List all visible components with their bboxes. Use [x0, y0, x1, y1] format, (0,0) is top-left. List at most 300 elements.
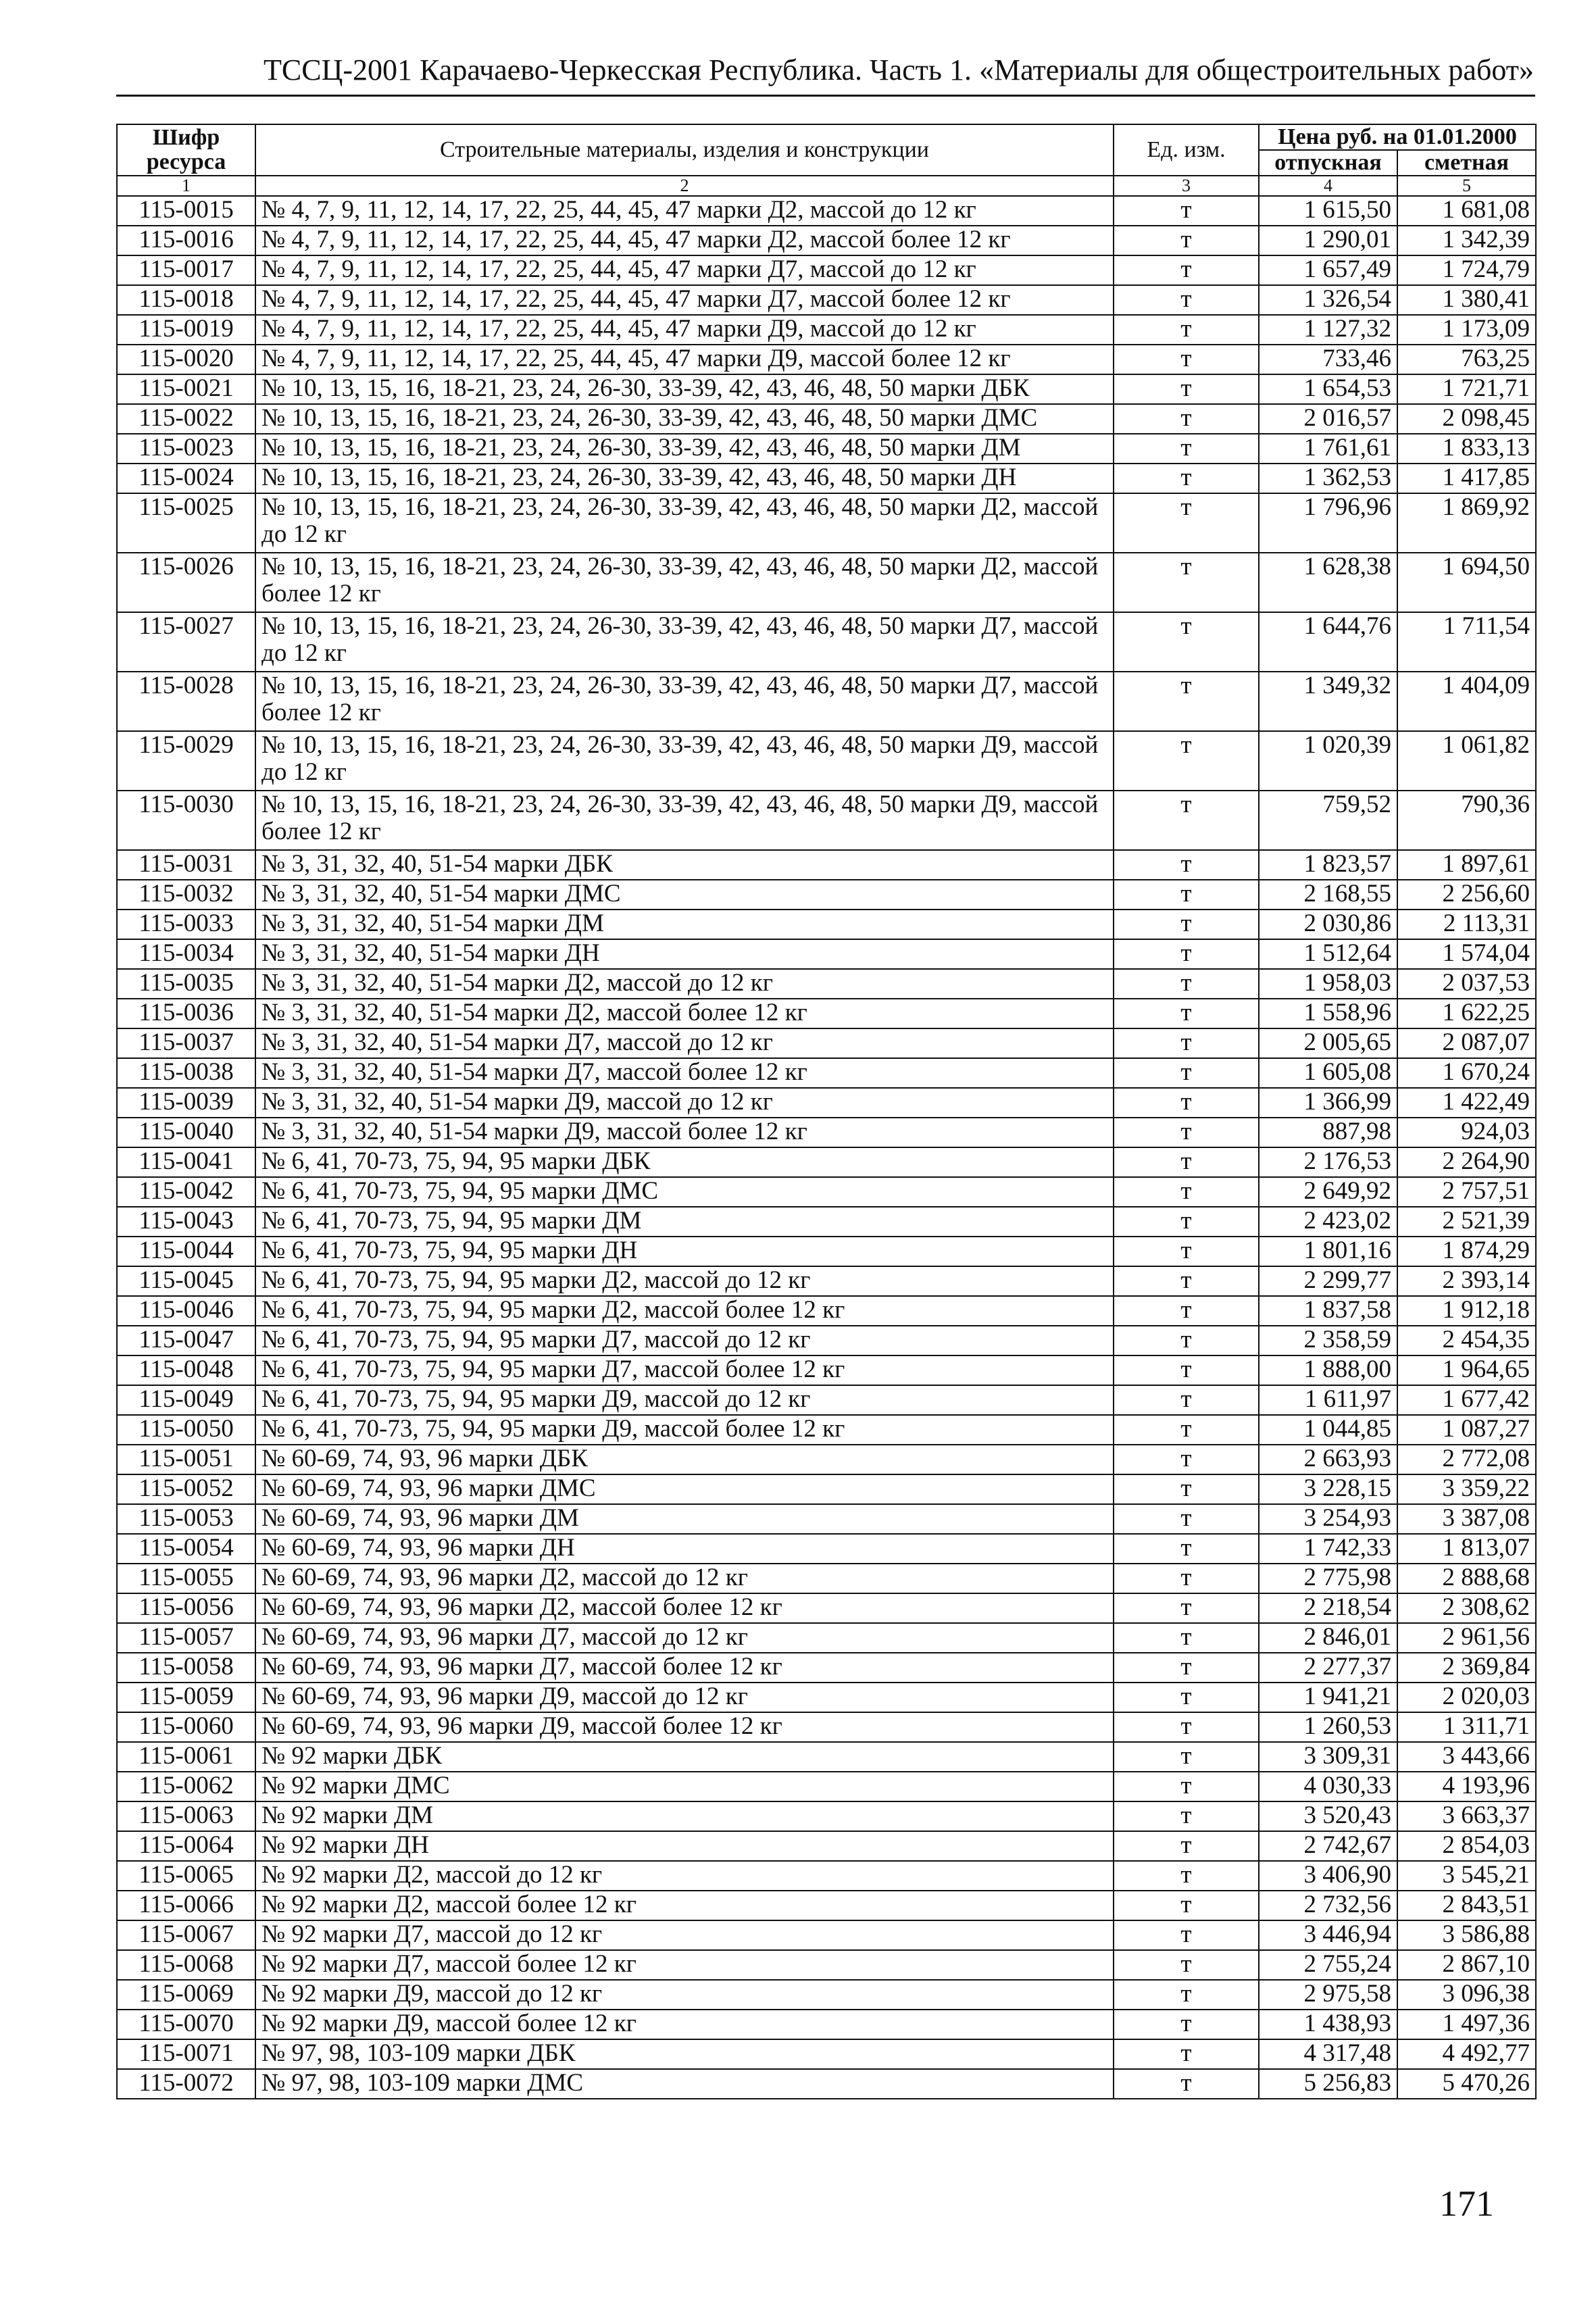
- price-estimate: 2 393,14: [1397, 1266, 1536, 1296]
- unit: т: [1114, 1355, 1259, 1385]
- price-release: 3 309,31: [1259, 1742, 1397, 1772]
- material-name: № 60-69, 74, 93, 96 марки ДН: [255, 1534, 1114, 1564]
- material-name: № 10, 13, 15, 16, 18-21, 23, 24, 26-30, 33-39, 42, 43, 46, 48, 50 марки Д7, массой до 12 кг: [255, 612, 1114, 672]
- table-row: [117, 1355, 1536, 1385]
- price-estimate: 1 404,09: [1397, 672, 1536, 731]
- price-estimate: 3 663,37: [1397, 1801, 1536, 1831]
- unit: т: [1114, 1861, 1259, 1891]
- price-estimate: 3 545,21: [1397, 1861, 1536, 1891]
- price-estimate: 1 869,92: [1397, 493, 1536, 553]
- page-number: 171: [1439, 2183, 1494, 2224]
- price-release: 1 644,76: [1259, 612, 1397, 672]
- material-name: № 6, 41, 70-73, 75, 94, 95 марки Д9, массой до 12 кг: [255, 1385, 1114, 1415]
- unit: т: [1114, 1683, 1259, 1712]
- resource-code: 115-0070: [117, 2010, 255, 2039]
- resource-code: 115-0023: [117, 434, 255, 464]
- resource-code: 115-0045: [117, 1266, 255, 1296]
- unit: т: [1114, 1147, 1259, 1177]
- price-release: 1 742,33: [1259, 1534, 1397, 1564]
- table-row: [117, 196, 1536, 226]
- table-row: [117, 1683, 1536, 1712]
- price-release: 2 299,77: [1259, 1266, 1397, 1296]
- unit: т: [1114, 255, 1259, 285]
- table-row: [117, 1861, 1536, 1891]
- resource-code: 115-0039: [117, 1088, 255, 1118]
- price-estimate: 1 677,42: [1397, 1385, 1536, 1415]
- price-release: 1 941,21: [1259, 1683, 1397, 1712]
- price-estimate: 1 417,85: [1397, 464, 1536, 493]
- resource-code: 115-0064: [117, 1831, 255, 1861]
- unit: т: [1114, 1118, 1259, 1147]
- table-row: [117, 1415, 1536, 1445]
- price-release: 4 317,48: [1259, 2039, 1397, 2069]
- price-release: 4 030,33: [1259, 1772, 1397, 1801]
- unit: т: [1114, 285, 1259, 315]
- table-row: [117, 1980, 1536, 2010]
- resource-code: 115-0031: [117, 850, 255, 880]
- table-row: [117, 1831, 1536, 1861]
- resource-code: 115-0018: [117, 285, 255, 315]
- price-estimate: 2 308,62: [1397, 1593, 1536, 1623]
- resource-code: 115-0050: [117, 1415, 255, 1445]
- table-row: [117, 1177, 1536, 1207]
- table-row: [117, 1742, 1536, 1772]
- table-row: [117, 850, 1536, 880]
- price-release: 1 615,50: [1259, 196, 1397, 226]
- price-release: 2 358,59: [1259, 1326, 1397, 1355]
- price-estimate: 790,36: [1397, 791, 1536, 850]
- material-name: № 3, 31, 32, 40, 51-54 марки Д9, массой более 12 кг: [255, 1118, 1114, 1147]
- material-name: № 92 марки Д7, массой до 12 кг: [255, 1920, 1114, 1950]
- table-row: [117, 1801, 1536, 1831]
- price-estimate: 2 369,84: [1397, 1653, 1536, 1683]
- price-release: 1 628,38: [1259, 553, 1397, 612]
- price-release: 1 362,53: [1259, 464, 1397, 493]
- resource-code: 115-0035: [117, 969, 255, 999]
- resource-code: 115-0053: [117, 1504, 255, 1534]
- resource-code: 115-0069: [117, 1980, 255, 2010]
- material-name: № 10, 13, 15, 16, 18-21, 23, 24, 26-30, 33-39, 42, 43, 46, 48, 50 марки Д7, массой более 12 кг: [255, 672, 1114, 731]
- material-name: № 3, 31, 32, 40, 51-54 марки Д2, массой более 12 кг: [255, 999, 1114, 1028]
- col-header-price-release: отпускная: [1259, 150, 1397, 176]
- material-name: № 3, 31, 32, 40, 51-54 марки ДБК: [255, 850, 1114, 880]
- price-release: 1 654,53: [1259, 374, 1397, 404]
- table-row: [117, 1623, 1536, 1653]
- resource-code: 115-0042: [117, 1177, 255, 1207]
- resource-code: 115-0049: [117, 1385, 255, 1415]
- price-estimate: 3 443,66: [1397, 1742, 1536, 1772]
- price-estimate: 1 912,18: [1397, 1296, 1536, 1326]
- unit: т: [1114, 1801, 1259, 1831]
- price-estimate: 3 387,08: [1397, 1504, 1536, 1534]
- unit: т: [1114, 1296, 1259, 1326]
- price-estimate: 3 586,88: [1397, 1920, 1536, 1950]
- unit: т: [1114, 553, 1259, 612]
- price-release: 1 512,64: [1259, 939, 1397, 969]
- table-row: [117, 1593, 1536, 1623]
- resource-code: 115-0047: [117, 1326, 255, 1355]
- table-row: [117, 1385, 1536, 1415]
- table-row: [117, 345, 1536, 374]
- material-name: № 60-69, 74, 93, 96 марки Д2, массой до 12 кг: [255, 1564, 1114, 1593]
- table-row: [117, 1326, 1536, 1355]
- price-release: 1 438,93: [1259, 2010, 1397, 2039]
- price-release: 3 228,15: [1259, 1474, 1397, 1504]
- price-estimate: 1 422,49: [1397, 1088, 1536, 1118]
- unit: т: [1114, 1920, 1259, 1950]
- material-name: № 10, 13, 15, 16, 18-21, 23, 24, 26-30, 33-39, 42, 43, 46, 48, 50 марки ДН: [255, 464, 1114, 493]
- material-name: № 10, 13, 15, 16, 18-21, 23, 24, 26-30, 33-39, 42, 43, 46, 48, 50 марки Д2, массой до 12 кг: [255, 493, 1114, 553]
- resource-code: 115-0040: [117, 1118, 255, 1147]
- material-name: № 10, 13, 15, 16, 18-21, 23, 24, 26-30, 33-39, 42, 43, 46, 48, 50 марки ДБК: [255, 374, 1114, 404]
- resource-code: 115-0026: [117, 553, 255, 612]
- material-name: № 3, 31, 32, 40, 51-54 марки Д9, массой до 12 кг: [255, 1088, 1114, 1118]
- material-name: № 60-69, 74, 93, 96 марки Д7, массой более 12 кг: [255, 1653, 1114, 1683]
- price-release: 2 846,01: [1259, 1623, 1397, 1653]
- price-estimate: 1 670,24: [1397, 1058, 1536, 1088]
- resource-code: 115-0022: [117, 404, 255, 434]
- price-release: 3 446,94: [1259, 1920, 1397, 1950]
- price-release: 3 406,90: [1259, 1861, 1397, 1891]
- material-name: № 60-69, 74, 93, 96 марки Д9, массой до 12 кг: [255, 1683, 1114, 1712]
- table-row: [117, 791, 1536, 850]
- price-release: 2 975,58: [1259, 1980, 1397, 2010]
- resource-code: 115-0051: [117, 1445, 255, 1474]
- price-release: 2 423,02: [1259, 1207, 1397, 1237]
- table-row: [117, 1445, 1536, 1474]
- material-name: № 6, 41, 70-73, 75, 94, 95 марки ДМ: [255, 1207, 1114, 1237]
- table-row: [117, 1118, 1536, 1147]
- unit: т: [1114, 1831, 1259, 1861]
- price-release: 1 020,39: [1259, 731, 1397, 791]
- price-estimate: 2 521,39: [1397, 1207, 1536, 1237]
- price-estimate: 1 574,04: [1397, 939, 1536, 969]
- material-name: № 6, 41, 70-73, 75, 94, 95 марки Д2, массой до 12 кг: [255, 1266, 1114, 1296]
- col-header-unit: Ед. изм.: [1114, 124, 1259, 176]
- price-estimate: 2 020,03: [1397, 1683, 1536, 1712]
- table-row: [117, 553, 1536, 612]
- price-estimate: 1 813,07: [1397, 1534, 1536, 1564]
- unit: т: [1114, 1237, 1259, 1266]
- unit: т: [1114, 1088, 1259, 1118]
- resource-code: 115-0024: [117, 464, 255, 493]
- unit: т: [1114, 1712, 1259, 1742]
- col-header-price-group: Цена руб. на 01.01.2000: [1259, 124, 1536, 150]
- material-name: № 60-69, 74, 93, 96 марки Д2, массой более 12 кг: [255, 1593, 1114, 1623]
- material-name: № 97, 98, 103-109 марки ДБК: [255, 2039, 1114, 2069]
- resource-code: 115-0052: [117, 1474, 255, 1504]
- unit: т: [1114, 1593, 1259, 1623]
- price-release: 1 127,32: [1259, 315, 1397, 345]
- unit: т: [1114, 612, 1259, 672]
- resource-code: 115-0015: [117, 196, 255, 226]
- price-estimate: 2 256,60: [1397, 880, 1536, 910]
- unit: т: [1114, 969, 1259, 999]
- resource-code: 115-0020: [117, 345, 255, 374]
- price-release: 1 290,01: [1259, 226, 1397, 255]
- col-header-code: Шифр ресурса: [117, 124, 255, 176]
- resource-code: 115-0066: [117, 1891, 255, 1920]
- unit: т: [1114, 1326, 1259, 1355]
- material-name: № 3, 31, 32, 40, 51-54 марки Д2, массой до 12 кг: [255, 969, 1114, 999]
- price-release: 1 349,32: [1259, 672, 1397, 731]
- col-number-5: 5: [1397, 176, 1536, 196]
- unit: т: [1114, 1058, 1259, 1088]
- price-estimate: 1 964,65: [1397, 1355, 1536, 1385]
- table-row: [117, 255, 1536, 285]
- table-row: [117, 1920, 1536, 1950]
- unit: т: [1114, 1772, 1259, 1801]
- unit: т: [1114, 1564, 1259, 1593]
- unit: т: [1114, 315, 1259, 345]
- price-release: 2 030,86: [1259, 910, 1397, 939]
- table-row: [117, 1712, 1536, 1742]
- price-release: 1 044,85: [1259, 1415, 1397, 1445]
- unit: т: [1114, 1028, 1259, 1058]
- price-estimate: 4 193,96: [1397, 1772, 1536, 1801]
- price-release: 733,46: [1259, 345, 1397, 374]
- table-row: [117, 1266, 1536, 1296]
- price-estimate: 2 772,08: [1397, 1445, 1536, 1474]
- material-name: № 4, 7, 9, 11, 12, 14, 17, 22, 25, 44, 45, 47 марки Д9, массой более 12 кг: [255, 345, 1114, 374]
- table-row: [117, 1028, 1536, 1058]
- price-estimate: 1 681,08: [1397, 196, 1536, 226]
- material-name: № 92 марки ДМС: [255, 1772, 1114, 1801]
- material-name: № 4, 7, 9, 11, 12, 14, 17, 22, 25, 44, 45, 47 марки Д7, массой до 12 кг: [255, 255, 1114, 285]
- col-number-2: 2: [255, 176, 1114, 196]
- price-release: 3 520,43: [1259, 1801, 1397, 1831]
- unit: т: [1114, 2069, 1259, 2099]
- table-row: [117, 226, 1536, 255]
- unit: т: [1114, 374, 1259, 404]
- table-row: [117, 1504, 1536, 1534]
- col-number-1: 1: [117, 176, 255, 196]
- unit: т: [1114, 791, 1259, 850]
- price-estimate: 2 454,35: [1397, 1326, 1536, 1355]
- material-name: № 10, 13, 15, 16, 18-21, 23, 24, 26-30, 33-39, 42, 43, 46, 48, 50 марки Д2, массой более 12 кг: [255, 553, 1114, 612]
- price-release: 1 326,54: [1259, 285, 1397, 315]
- material-name: № 92 марки Д9, массой более 12 кг: [255, 2010, 1114, 2039]
- resource-code: 115-0060: [117, 1712, 255, 1742]
- price-release: 887,98: [1259, 1118, 1397, 1147]
- unit: т: [1114, 345, 1259, 374]
- resource-code: 115-0058: [117, 1653, 255, 1683]
- material-name: № 60-69, 74, 93, 96 марки ДМС: [255, 1474, 1114, 1504]
- price-estimate: 924,03: [1397, 1118, 1536, 1147]
- material-name: № 92 марки ДБК: [255, 1742, 1114, 1772]
- resource-code: 115-0017: [117, 255, 255, 285]
- material-name: № 3, 31, 32, 40, 51-54 марки Д7, массой более 12 кг: [255, 1058, 1114, 1088]
- table-row: [117, 2010, 1536, 2039]
- price-release: 1 837,58: [1259, 1296, 1397, 1326]
- table-row: [117, 1088, 1536, 1118]
- price-estimate: 2 087,07: [1397, 1028, 1536, 1058]
- price-estimate: 763,25: [1397, 345, 1536, 374]
- col-header-price-estimate: сметная: [1397, 150, 1536, 176]
- table-row: [117, 434, 1536, 464]
- resource-code: 115-0036: [117, 999, 255, 1028]
- unit: т: [1114, 731, 1259, 791]
- price-estimate: 2 098,45: [1397, 404, 1536, 434]
- unit: т: [1114, 1415, 1259, 1445]
- price-release: 759,52: [1259, 791, 1397, 850]
- price-release: 2 742,67: [1259, 1831, 1397, 1861]
- resource-code: 115-0027: [117, 612, 255, 672]
- header-rule: [116, 95, 1535, 97]
- price-estimate: 2 264,90: [1397, 1147, 1536, 1177]
- material-name: № 60-69, 74, 93, 96 марки Д7, массой до 12 кг: [255, 1623, 1114, 1653]
- price-estimate: 2 888,68: [1397, 1564, 1536, 1593]
- price-estimate: 1 874,29: [1397, 1237, 1536, 1266]
- price-estimate: 2 757,51: [1397, 1177, 1536, 1207]
- resource-code: 115-0028: [117, 672, 255, 731]
- unit: т: [1114, 1980, 1259, 2010]
- unit: т: [1114, 850, 1259, 880]
- price-estimate: 1 497,36: [1397, 2010, 1536, 2039]
- price-release: 1 761,61: [1259, 434, 1397, 464]
- unit: т: [1114, 880, 1259, 910]
- resource-code: 115-0054: [117, 1534, 255, 1564]
- material-name: № 60-69, 74, 93, 96 марки Д9, массой более 12 кг: [255, 1712, 1114, 1742]
- table-row: [117, 1534, 1536, 1564]
- resource-code: 115-0048: [117, 1355, 255, 1385]
- material-name: № 60-69, 74, 93, 96 марки ДБК: [255, 1445, 1114, 1474]
- material-name: № 4, 7, 9, 11, 12, 14, 17, 22, 25, 44, 45, 47 марки Д9, массой до 12 кг: [255, 315, 1114, 345]
- resource-code: 115-0029: [117, 731, 255, 791]
- price-estimate: 1 711,54: [1397, 612, 1536, 672]
- price-estimate: 1 833,13: [1397, 434, 1536, 464]
- table-row: [117, 999, 1536, 1028]
- table-row: [117, 493, 1536, 553]
- material-name: № 6, 41, 70-73, 75, 94, 95 марки Д7, массой более 12 кг: [255, 1355, 1114, 1385]
- unit: т: [1114, 196, 1259, 226]
- price-estimate: 2 113,31: [1397, 910, 1536, 939]
- unit: т: [1114, 1623, 1259, 1653]
- resource-code: 115-0041: [117, 1147, 255, 1177]
- table-row: [117, 1474, 1536, 1504]
- unit: т: [1114, 999, 1259, 1028]
- table-row: [117, 285, 1536, 315]
- material-name: № 3, 31, 32, 40, 51-54 марки Д7, массой до 12 кг: [255, 1028, 1114, 1058]
- resource-code: 115-0067: [117, 1920, 255, 1950]
- material-name: № 10, 13, 15, 16, 18-21, 23, 24, 26-30, 33-39, 42, 43, 46, 48, 50 марки ДМ: [255, 434, 1114, 464]
- unit: т: [1114, 1474, 1259, 1504]
- resource-code: 115-0065: [117, 1861, 255, 1891]
- material-name: № 3, 31, 32, 40, 51-54 марки ДН: [255, 939, 1114, 969]
- table-row: [117, 1653, 1536, 1683]
- resource-code: 115-0032: [117, 880, 255, 910]
- price-estimate: 3 359,22: [1397, 1474, 1536, 1504]
- material-name: № 6, 41, 70-73, 75, 94, 95 марки ДБК: [255, 1147, 1114, 1177]
- unit: т: [1114, 434, 1259, 464]
- material-name: № 6, 41, 70-73, 75, 94, 95 марки Д2, массой более 12 кг: [255, 1296, 1114, 1326]
- price-estimate: 2 037,53: [1397, 969, 1536, 999]
- table-row: [117, 910, 1536, 939]
- unit: т: [1114, 464, 1259, 493]
- table-row: [117, 672, 1536, 731]
- table-row: [117, 939, 1536, 969]
- price-release: 1 657,49: [1259, 255, 1397, 285]
- resource-code: 115-0055: [117, 1564, 255, 1593]
- price-release: 1 260,53: [1259, 1712, 1397, 1742]
- table-row: [117, 880, 1536, 910]
- price-release: 1 605,08: [1259, 1058, 1397, 1088]
- resource-code: 115-0034: [117, 939, 255, 969]
- price-estimate: 4 492,77: [1397, 2039, 1536, 2069]
- unit: т: [1114, 939, 1259, 969]
- resource-code: 115-0059: [117, 1683, 255, 1712]
- resource-code: 115-0016: [117, 226, 255, 255]
- material-name: № 92 марки ДН: [255, 1831, 1114, 1861]
- table-row: [117, 1564, 1536, 1593]
- price-estimate: 1 694,50: [1397, 553, 1536, 612]
- resource-code: 115-0046: [117, 1296, 255, 1326]
- resource-code: 115-0043: [117, 1207, 255, 1237]
- unit: т: [1114, 404, 1259, 434]
- price-estimate: 3 096,38: [1397, 1980, 1536, 2010]
- unit: т: [1114, 1207, 1259, 1237]
- material-name: № 6, 41, 70-73, 75, 94, 95 марки ДН: [255, 1237, 1114, 1266]
- material-name: № 3, 31, 32, 40, 51-54 марки ДМС: [255, 880, 1114, 910]
- price-estimate: 2 843,51: [1397, 1891, 1536, 1920]
- resource-code: 115-0068: [117, 1950, 255, 1980]
- unit: т: [1114, 1445, 1259, 1474]
- price-release: 5 256,83: [1259, 2069, 1397, 2099]
- unit: т: [1114, 2039, 1259, 2069]
- price-estimate: 5 470,26: [1397, 2069, 1536, 2099]
- table-row: [117, 1058, 1536, 1088]
- table-row: [117, 612, 1536, 672]
- table-row: [117, 1237, 1536, 1266]
- unit: т: [1114, 1653, 1259, 1683]
- material-name: № 6, 41, 70-73, 75, 94, 95 марки Д7, массой до 12 кг: [255, 1326, 1114, 1355]
- material-name: № 92 марки Д2, массой более 12 кг: [255, 1891, 1114, 1920]
- price-release: 2 005,65: [1259, 1028, 1397, 1058]
- material-name: № 10, 13, 15, 16, 18-21, 23, 24, 26-30, 33-39, 42, 43, 46, 48, 50 марки Д9, массой более 12 кг: [255, 791, 1114, 850]
- price-release: 2 775,98: [1259, 1564, 1397, 1593]
- resource-code: 115-0056: [117, 1593, 255, 1623]
- table-row: [117, 1296, 1536, 1326]
- table-row: [117, 2069, 1536, 2099]
- unit: т: [1114, 910, 1259, 939]
- material-name: № 3, 31, 32, 40, 51-54 марки ДМ: [255, 910, 1114, 939]
- price-release: 2 649,92: [1259, 1177, 1397, 1207]
- table-row: [117, 1950, 1536, 1980]
- material-name: № 92 марки Д9, массой до 12 кг: [255, 1980, 1114, 2010]
- unit: т: [1114, 2010, 1259, 2039]
- table-row: [117, 374, 1536, 404]
- col-number-3: 3: [1114, 176, 1259, 196]
- table-row: [117, 1147, 1536, 1177]
- price-table: [116, 124, 1537, 2099]
- price-estimate: 1 721,71: [1397, 374, 1536, 404]
- resource-code: 115-0030: [117, 791, 255, 850]
- resource-code: 115-0033: [117, 910, 255, 939]
- table-row: [117, 1772, 1536, 1801]
- material-name: № 4, 7, 9, 11, 12, 14, 17, 22, 25, 44, 45, 47 марки Д7, массой более 12 кг: [255, 285, 1114, 315]
- price-estimate: 2 867,10: [1397, 1950, 1536, 1980]
- price-release: 1 888,00: [1259, 1355, 1397, 1385]
- unit: т: [1114, 1177, 1259, 1207]
- price-release: 2 176,53: [1259, 1147, 1397, 1177]
- price-release: 2 277,37: [1259, 1653, 1397, 1683]
- material-name: № 60-69, 74, 93, 96 марки ДМ: [255, 1504, 1114, 1534]
- unit: т: [1114, 1891, 1259, 1920]
- material-name: № 4, 7, 9, 11, 12, 14, 17, 22, 25, 44, 45, 47 марки Д2, массой до 12 кг: [255, 196, 1114, 226]
- price-estimate: 1 380,41: [1397, 285, 1536, 315]
- unit: т: [1114, 1534, 1259, 1564]
- resource-code: 115-0038: [117, 1058, 255, 1088]
